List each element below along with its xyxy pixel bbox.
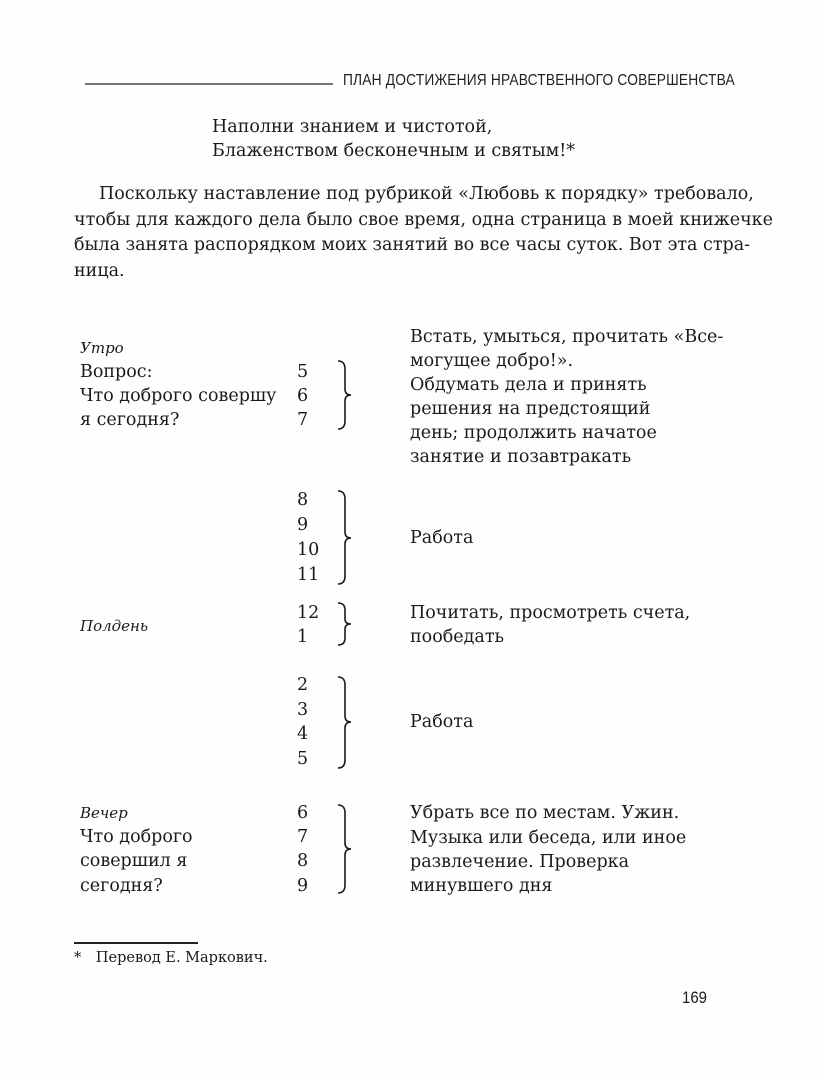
hour: 5 <box>297 362 309 382</box>
activity-line: Обдумать дела и принять <box>410 375 647 395</box>
question-line: Что доброго совершу <box>80 386 277 406</box>
paragraph-line: была занята распорядком моих занятий во все часы суток. Вот эта стра- <box>74 235 751 256</box>
hour: 8 <box>297 490 309 510</box>
hour: 7 <box>297 410 309 430</box>
hour: 9 <box>297 515 309 535</box>
running-title: ПЛАН ДОСТИЖЕНИЯ НРАВСТВЕННОГО СОВЕРШЕНСТВА <box>343 72 735 89</box>
activity-line: занятие и позавтракать <box>410 447 632 467</box>
activity-line: Музыка или беседа, или иное <box>410 828 687 848</box>
hour: 12 <box>297 603 320 623</box>
hour: 11 <box>297 565 320 585</box>
footnote-marker: * <box>74 950 82 966</box>
poem-line: Наполни знанием и чистотой, <box>212 117 493 137</box>
brace-work2 <box>338 677 351 768</box>
hour: 5 <box>297 749 309 769</box>
footnote-text: Перевод Е. Маркович. <box>95 950 268 966</box>
activity-line: пообедать <box>410 627 505 647</box>
hour: 8 <box>297 851 309 871</box>
period-label-evening: Вечер <box>80 804 128 822</box>
question-line: я сегодня? <box>80 410 180 430</box>
poem-line: Блаженством бесконечным и святым!* <box>212 141 576 161</box>
paragraph-line: ница. <box>74 261 125 282</box>
footnote <box>74 947 268 969</box>
activity-line: минувшего дня <box>410 876 553 896</box>
brace-work1 <box>338 491 351 584</box>
question-line: Что доброго <box>80 827 193 847</box>
hour: 7 <box>297 827 309 847</box>
activity-line: решения на предстоящий <box>410 399 651 419</box>
period-label-noon: Полдень <box>80 617 149 635</box>
hour: 1 <box>297 627 309 647</box>
question-line: сегодня? <box>80 876 163 896</box>
question-line: Вопрос: <box>80 362 153 382</box>
page-number: 169 <box>682 988 707 1007</box>
activity-line: Работа <box>410 712 474 732</box>
activity-line: могущее добро!». <box>410 351 574 371</box>
hour: 9 <box>297 876 309 896</box>
activity-line: развлечение. Проверка <box>410 852 630 872</box>
brace-noon <box>338 603 351 645</box>
paragraph-line: чтобы для каждого дела было свое время, одна страница в моей книжечке <box>74 209 773 230</box>
activity-line: Встать, умыться, прочитать «Все- <box>410 327 724 347</box>
activity-line: день; продолжить начатое <box>410 423 657 443</box>
hour: 10 <box>297 540 320 560</box>
activity-line: Убрать все по местам. Ужин. <box>410 803 680 823</box>
period-label-morning: Утро <box>80 339 124 357</box>
question-line: совершил я <box>80 851 188 871</box>
hour: 3 <box>297 700 309 720</box>
activity-line: Почитать, просмотреть счета, <box>410 603 691 623</box>
hour: 6 <box>297 386 309 406</box>
brace-evening <box>338 805 351 893</box>
activity-line: Работа <box>410 528 474 548</box>
footnote-rule <box>74 942 198 944</box>
hour: 4 <box>297 724 309 744</box>
hour: 6 <box>297 803 309 823</box>
paragraph-line: Поскольку наставление под рубрикой «Любовь к порядку» требовало, <box>99 184 754 204</box>
brace-morning <box>338 361 351 429</box>
hour: 2 <box>297 675 309 695</box>
